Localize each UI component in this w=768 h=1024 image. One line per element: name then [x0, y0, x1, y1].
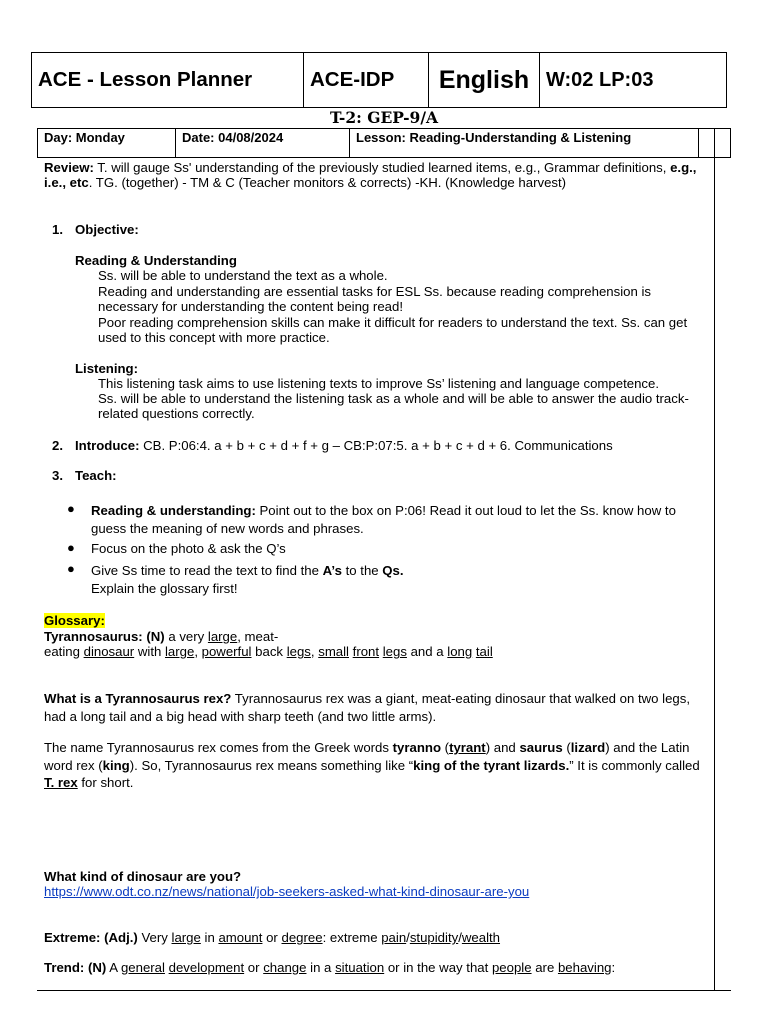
list-number: 2.	[52, 438, 63, 453]
glossary-term: Tyrannosaurus: (N)	[44, 629, 165, 644]
trex-bold: king of the tyrant lizards.	[413, 757, 570, 773]
glossary-text: with	[134, 644, 165, 660]
bullet-icon: ●	[67, 561, 75, 576]
bullet-icon: ●	[67, 540, 75, 555]
course-code: T-2: GEP-9/A	[329, 108, 439, 127]
glossary-word: powerful	[201, 644, 252, 660]
glossary-word: dinosaur	[83, 644, 135, 660]
glossary-word: front	[352, 644, 380, 660]
definition-word: change	[263, 960, 307, 975]
definition-text: in	[200, 930, 219, 945]
trex-text: ) and	[485, 740, 520, 755]
empty-cell	[699, 129, 715, 157]
table-border-bottom	[37, 990, 731, 991]
review-label: Review:	[44, 160, 94, 175]
definition-text: or	[244, 960, 264, 975]
review-text: T. will gauge Ss' understanding of the previously studied learned items, e.g., Grammar definitions,	[93, 160, 671, 175]
definition-text: :	[611, 960, 616, 975]
trex-text: ) and the Latin word rex (	[44, 740, 690, 773]
info-row	[37, 128, 731, 158]
introduce-label: Introduce:	[75, 438, 140, 453]
listening-heading-text: Listening:	[75, 361, 139, 376]
definition-word: large	[171, 930, 201, 945]
reading-p2: Reading and understanding are essential tasks for ESL Ss. because reading comprehension is necessary for understanding the content being read!	[98, 284, 651, 315]
trex-bold-underline: T. rex	[44, 775, 78, 790]
listening-heading	[75, 361, 743, 376]
glossary-text: ,	[194, 644, 202, 660]
date-cell: Date: 04/08/2024	[176, 129, 350, 157]
trex-text: ). So, Tyrannosaurus rex means something like “	[129, 757, 414, 773]
dino-kind-question-text: What kind of dinosaur are you?	[44, 869, 242, 884]
glossary-word: legs	[286, 644, 311, 660]
list-number: 1.	[52, 222, 63, 237]
reading-heading-text: Reading & Understanding	[75, 253, 237, 268]
bullet-icon: ●	[67, 501, 75, 516]
teach-label: Teach:	[75, 468, 117, 483]
week-lesson-label: W:02 LP:03	[546, 68, 654, 91]
definition-text: : extreme	[322, 930, 382, 945]
glossary-word: small	[318, 644, 349, 660]
glossary-word: legs	[382, 644, 407, 660]
trex-text: ” It is commonly called	[569, 757, 700, 773]
definition-text: /	[406, 930, 410, 945]
listening-p2: Ss. will be able to understand the listening task as a whole and will be able to answer the audio track-related questions correctly.	[98, 391, 689, 422]
glossary-heading	[44, 613, 712, 628]
lesson-cell: Lesson: Reading-Understanding & Listening	[350, 129, 699, 157]
teach-bullet-text: Explain the glossary first!	[91, 581, 238, 596]
definition-text: in a	[306, 960, 336, 975]
day-cell: Day: Monday	[38, 129, 176, 157]
trex-bold: lizard	[570, 740, 606, 755]
definition-word: situation	[335, 960, 385, 975]
teach-bullet-text: Point out to the box on P:06! Read it out loud to let the Ss. know how to guess the meaning of new words and phrases.	[91, 503, 676, 536]
reading-p1: Ss. will be able to understand the text as a whole.	[98, 268, 388, 283]
review-text: . TG. (together) - TM & C (Teacher monitors & corrects) -KH. (Knowledge harvest)	[88, 175, 567, 191]
trex-text: for short.	[77, 775, 134, 790]
trend-term: Trend: (N)	[44, 960, 107, 975]
empty-cell	[715, 129, 730, 157]
glossary-word: large	[207, 629, 238, 644]
definition-word: development	[168, 960, 245, 975]
dino-kind-question	[44, 869, 712, 884]
glossary-text: , meat-	[237, 629, 279, 644]
extreme-definition	[44, 930, 712, 945]
glossary-text: a very	[164, 629, 208, 644]
definition-text: A	[106, 960, 121, 975]
subject-label: English	[429, 53, 540, 107]
extreme-term: Extreme: (Adj.)	[44, 930, 138, 945]
glossary-word: large	[164, 644, 195, 660]
trex-question-paragraph	[44, 690, 712, 725]
definition-text: /	[458, 930, 462, 945]
definition-text: Very	[137, 930, 172, 945]
glossary-text: ,	[310, 644, 319, 660]
teach-bullet-1	[91, 502, 711, 538]
teach-bullet-2: Focus on the photo & ask the Q’s	[91, 541, 286, 556]
review-bold: e.g., i.e., etc	[44, 160, 697, 191]
definition-word: general	[120, 960, 165, 975]
glossary-label: Glossary:	[44, 613, 105, 628]
header-box	[31, 52, 727, 108]
glossary-text: eating	[44, 644, 84, 660]
trex-text: (	[562, 740, 571, 755]
planner-title: ACE - Lesson Planner	[32, 53, 304, 107]
dino-kind-link[interactable]: https://www.odt.co.nz/news/national/job-seekers-asked-what-kind-dinosaur-are-you	[44, 884, 530, 899]
trend-definition	[44, 960, 712, 975]
teach-bullet-3	[91, 562, 711, 598]
trex-bold: king	[102, 757, 130, 773]
glossary-entry	[44, 629, 712, 660]
trex-bold: tyranno	[392, 740, 441, 755]
teach-heading	[52, 468, 720, 483]
definition-text: or	[262, 930, 282, 945]
objective-heading	[52, 222, 720, 237]
teach-bullet-bold: Qs.	[382, 563, 404, 578]
teach-bullet-text: to the	[341, 563, 383, 578]
list-number: 3.	[52, 468, 63, 483]
trex-bold: saurus	[519, 740, 563, 755]
definition-word: stupidity	[409, 930, 459, 945]
definition-word: degree	[281, 930, 323, 945]
reading-p3: Poor reading comprehension skills can make it difficult for readers to understand the text. Ss. can get used to this concept with more practice.	[98, 315, 688, 346]
dino-kind-link-row	[44, 884, 712, 899]
review-paragraph	[44, 160, 712, 191]
definition-word: behaving	[557, 960, 612, 975]
definition-word: wealth	[461, 930, 501, 945]
table-border-right	[714, 158, 715, 990]
listening-p1: This listening task aims to use listening texts to improve Ss’ listening and language competence.	[98, 376, 660, 391]
glossary-word: tail	[475, 644, 493, 660]
definition-word: amount	[218, 930, 263, 945]
trex-question: What is a Tyrannosaurus rex?	[44, 691, 232, 706]
glossary-text: and a	[406, 644, 448, 660]
glossary-text: back	[251, 644, 287, 660]
teach-bullet-label: Reading & understanding:	[91, 503, 256, 518]
trex-text: The name Tyrannosaurus rex comes from the Greek words	[44, 740, 393, 755]
trex-answer: Tyrannosaurus rex was a giant, meat-eating dinosaur that walked on two legs, had a long tail and a big head with sharp teeth (and two little arms).	[44, 691, 691, 724]
definition-text: are	[531, 960, 558, 975]
teach-bullet-bold: A’s	[322, 563, 342, 578]
trex-text: (	[441, 740, 450, 755]
program-label: ACE-IDP	[304, 53, 429, 107]
glossary-word: long	[447, 644, 473, 660]
definition-word: pain	[381, 930, 407, 945]
trex-name-paragraph	[44, 739, 712, 792]
definition-word: people	[491, 960, 532, 975]
trex-bold-underline: tyrant	[449, 740, 486, 755]
introduce-text: CB. P:06:4. a + b + c + d + f + g – CB:P:07:5. a + b + c + d + 6. Communications	[139, 438, 613, 453]
reading-heading	[75, 253, 743, 268]
definition-text: or in the way that	[384, 960, 492, 975]
teach-bullet-text: Give Ss time to read the text to find the	[91, 563, 323, 578]
objective-label: Objective:	[75, 222, 139, 237]
introduce-line	[52, 438, 720, 453]
